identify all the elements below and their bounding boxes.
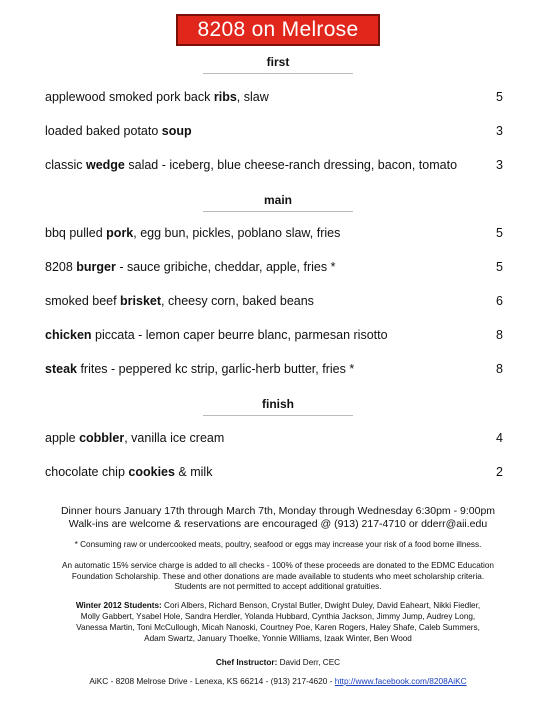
menu-item [45,361,503,377]
item-text: 8208 [45,260,77,274]
section-title: first [266,55,290,69]
item-text: , slaw [236,90,269,104]
item-price: 5 [496,90,503,104]
item-text: apple [45,431,80,445]
menu-item [45,259,503,275]
menu-item [45,123,503,139]
footer-address: AiKC - 8208 Melrose Drive - Lenexa, KS 66214 - (913) 217-4620 - [89,676,335,686]
item-price: 2 [496,465,503,479]
footer [20,676,536,687]
item-text: frites - peppered kc strip, garlic-herb butter, fries * [76,362,355,376]
item-keyword: soup [161,124,192,138]
item-text: loaded baked potato [45,124,162,138]
item-price: 5 [496,226,503,240]
item-keyword: cobbler [79,431,125,445]
section-finish-header [0,397,556,416]
students-names: Molly Gabbert, Ysabel Hole, Sandra Herdler, Yolanda Hubbard, Cynthia Jackson, Jimmy Jump, Audrey Long, [80,612,476,621]
section-main-header [0,193,556,212]
menu-item [45,430,503,446]
item-keyword: cookies [128,465,175,479]
facebook-link[interactable]: http://www.facebook.com/8208AiKC [334,676,467,686]
item-text: smoked beef [45,294,121,308]
item-price: 3 [496,124,503,138]
item-text: salad - iceberg, blue cheese-ranch dressing, bacon, tomato [124,158,458,172]
item-keyword: wedge [85,158,125,172]
item-text: & milk [174,465,213,479]
menu-item [45,327,503,343]
menu-item [45,225,503,241]
service-charge-line: Students are not permitted to accept additional gratuities. [174,582,382,591]
restaurant-title: 8208 on Melrose [176,14,381,46]
item-price: 5 [496,260,503,274]
item-keyword: ribs [213,90,237,104]
item-text: chocolate chip [45,465,129,479]
item-text: applewood smoked pork back [45,90,214,104]
menu-item [45,89,503,105]
item-text: piccata - lemon caper beurre blanc, parmesan risotto [91,328,388,342]
students-names: Cori Albers, Richard Benson, Crystal Butler, Dwight Duley, David Eaheart, Nikki Fiedler, [161,601,481,610]
section-first-header [0,55,556,74]
menu-item [45,293,503,309]
item-text: , vanilla ice cream [124,431,225,445]
students-names: Vanessa Martin, Toni McCullough, Micah Nanoski, Courtney Poe, Karen Rogers, Haley Shafe, Caleb Summers, [76,623,480,632]
chef-name: David Derr, CEC [277,658,341,667]
item-text: , egg bun, pickles, poblano slaw, fries [133,226,341,240]
item-keyword: chicken [45,328,92,342]
menu-item [45,464,503,480]
item-price: 4 [496,431,503,445]
title-banner [0,14,556,46]
section-divider [203,211,353,212]
students-names: Adam Swartz, January Thoelke, Yonnie Williams, Izaak Winter, Ben Wood [144,634,412,643]
service-charge-notice [40,561,516,593]
menu-item [45,157,503,173]
item-price: 6 [496,294,503,308]
section-title: main [263,193,292,207]
students-list [40,600,516,644]
reservations-line: Walk-ins are welcome & reservations are encouraged @ (913) 217-4710 or dderr@aii.edu [68,518,488,530]
item-price: 8 [496,362,503,376]
item-text: bbq pulled [45,226,107,240]
section-divider [203,415,353,416]
consumption-notice: * Consuming raw or undercooked meats, poultry, seafood or eggs may increase your risk of a food borne illness. [74,540,482,549]
item-keyword: brisket [120,294,162,308]
item-price: 3 [496,158,503,172]
students-label: Winter 2012 Students: [75,601,162,610]
chef-instructor [40,657,516,668]
chef-label: Chef Instructor: [215,658,278,667]
hours-line: Dinner hours January 17th through March 7th, Monday through Wednesday 6:30pm - 9:00pm [60,505,496,517]
item-text: , cheesy corn, baked beans [161,294,314,308]
item-keyword: steak [45,362,77,376]
item-text: classic [45,158,86,172]
service-charge-line: An automatic 15% service charge is added to all checks - 100% of these proceeds are donated to the EDMC Education [62,561,494,570]
item-keyword: burger [76,260,116,274]
item-price: 8 [496,328,503,342]
section-divider [203,73,353,74]
service-charge-line: Foundation Scholarship. These and other donations are made available to students who meet scholarship criteria. [71,571,485,581]
dinner-hours [40,505,516,531]
section-title: finish [262,397,294,411]
item-text: - sauce gribiche, cheddar, apple, fries * [115,260,336,274]
item-keyword: pork [106,226,134,240]
